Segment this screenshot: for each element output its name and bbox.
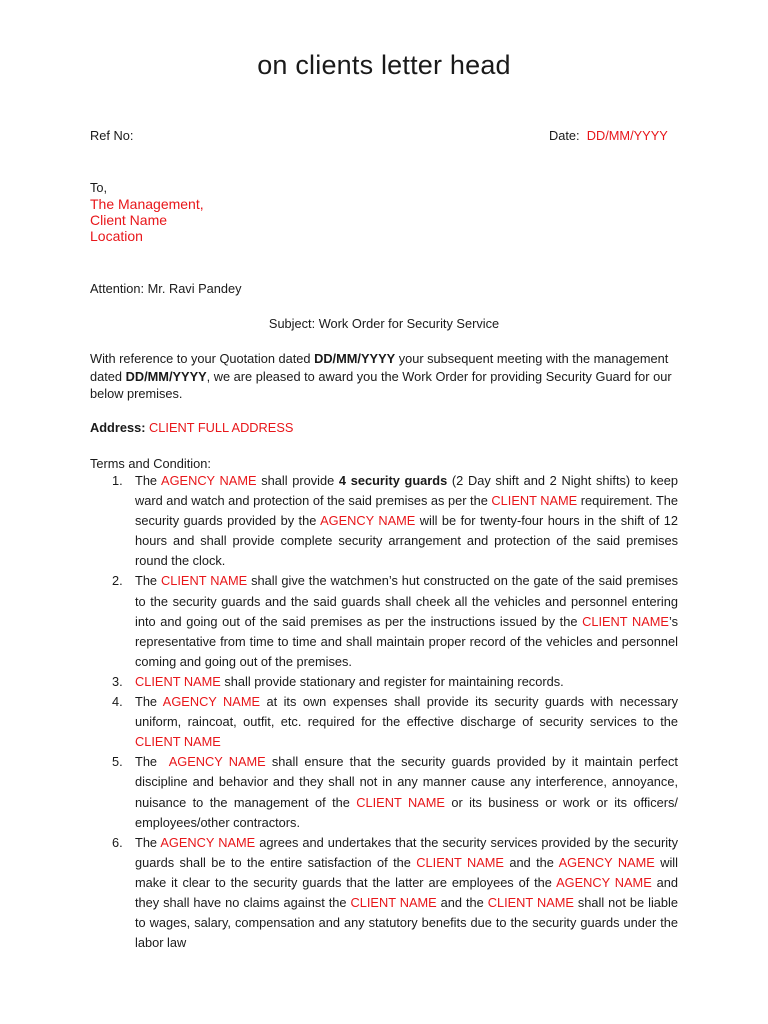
term-text: The [135, 694, 163, 710]
term-number: 5. [112, 754, 123, 770]
term-number: 4. [112, 694, 123, 710]
term-text: and they shall have no claims against the [135, 874, 678, 910]
client-name-placeholder: CLIENT NAME [135, 734, 221, 750]
term-item-3 [90, 672, 678, 692]
client-name-placeholder: CLIENT NAME [350, 894, 437, 910]
term-text: agrees and undertakes that the security services provided by the security guards shall be to the entire satisfaction of the [135, 834, 679, 870]
date-label: Date: [549, 128, 580, 143]
recipient-management: The Management, [90, 196, 204, 212]
intro-paragraph [90, 350, 676, 403]
agency-name-placeholder: AGENCY NAME [168, 754, 266, 770]
address-line [90, 420, 293, 435]
term-text: ’s representative from time to time and shall maintain proper record of the vehicles and personnel coming and going out of the premises. [135, 613, 678, 669]
term-number: 3. [112, 673, 123, 689]
client-name-placeholder: CLIENT NAME [356, 794, 445, 810]
meeting-date: DD/MM/YYYY [125, 368, 207, 384]
term-text: will be for twenty-four hours in the shift of 12 hours and shall provide complete security arrangement and protection of the said premises round the clock. [135, 513, 678, 569]
recipient-client-name: Client Name [90, 212, 168, 228]
recipient-location: Location [90, 228, 143, 244]
client-name-placeholder: CLIENT NAME [416, 854, 504, 870]
term-text: or its business or work or its officers/ employees/other contractors. [135, 794, 678, 830]
recipient-block [90, 180, 204, 244]
term-item-4 [90, 692, 678, 752]
term-text: shall provide [256, 473, 339, 488]
term-item-2 [90, 571, 678, 671]
client-name-placeholder: CLIENT NAME [135, 673, 221, 689]
client-name-placeholder: CLIENT NAME [161, 573, 248, 589]
term-text: and the [436, 894, 488, 910]
agency-name-placeholder: AGENCY NAME [160, 834, 256, 850]
address-label: Address: [90, 420, 146, 435]
term-number: 1. [112, 473, 123, 488]
term-text: (2 Day shift and 2 Night shifts) to keep ward and watch and protection of the said premises as per the [135, 473, 678, 509]
intro-text-3: , we are pleased to award you the Work Order for providing Security Guard for our below premises. [90, 368, 672, 401]
term-text: shall ensure that the security guards provided by it maintain perfect discipline and behavior and they shall not in any manner cause any interference, annoyance, nuisance to the management of the [135, 754, 678, 810]
letterhead-title: on clients letter head [257, 50, 511, 80]
address-value: CLIENT FULL ADDRESS [149, 420, 294, 435]
to-label: To, [90, 180, 108, 195]
term-text: requirement. The security guards provided by the [135, 493, 678, 529]
term-text: and the [503, 854, 559, 870]
client-name-placeholder: CLIENT NAME [491, 493, 578, 509]
term-text: The [135, 573, 161, 589]
date-line [549, 128, 668, 143]
term-number: 2. [112, 573, 123, 589]
client-name-placeholder: CLIENT NAME [582, 613, 669, 629]
term-text: The [135, 834, 161, 850]
terms-title: Terms and Condition: [90, 456, 211, 471]
term-text: shall not be liable to wages, salary, compensation and any statutory benefits due to the security guards under the labor law [135, 894, 678, 951]
subject-text: Subject: Work Order for Security Service [268, 316, 500, 331]
term-text: The [135, 473, 162, 488]
term-text: shall give the watchmen’s hut constructed on the gate of the said premises to the security guards and the said guards shall cheek all the vehicles and personnel entering into and going out of the said premises as per the instructions issued by the [135, 573, 679, 629]
date-value: DD/MM/YYYY [586, 128, 668, 143]
intro-text-1: With reference to your Quotation dated [90, 351, 315, 366]
term-text: at its own expenses shall provide its security guards with necessary uniform, raincoat, outfit, etc. required for the effective discharge of security services to the [135, 694, 679, 730]
intro-text-2: your subsequent meeting with the management dated [90, 351, 669, 384]
term-item-5 [90, 752, 678, 832]
term-text: will make it clear to the security guards that the latter are employees of the [135, 854, 678, 890]
term-item-1 [90, 471, 678, 571]
quotation-date: DD/MM/YYYY [314, 351, 396, 366]
agency-name-placeholder: AGENCY NAME [162, 694, 261, 710]
agency-name-placeholder: AGENCY NAME [320, 513, 416, 529]
subject-line [0, 316, 768, 331]
term-item-6 [90, 833, 678, 954]
ref-number-label: Ref No: [90, 128, 134, 143]
terms-list [90, 471, 678, 953]
term-text: The [135, 754, 169, 770]
agency-name-placeholder: AGENCY NAME [556, 874, 652, 890]
term-text: shall provide stationary and register for maintaining records. [220, 673, 564, 689]
term-number: 6. [112, 834, 123, 850]
agency-name-placeholder: AGENCY NAME [558, 854, 655, 870]
client-name-placeholder: CLIENT NAME [487, 894, 574, 910]
attention-line: Attention: Mr. Ravi Pandey [90, 281, 242, 296]
agency-name-placeholder: AGENCY NAME [161, 473, 257, 488]
guard-count: 4 security guards [338, 473, 448, 488]
